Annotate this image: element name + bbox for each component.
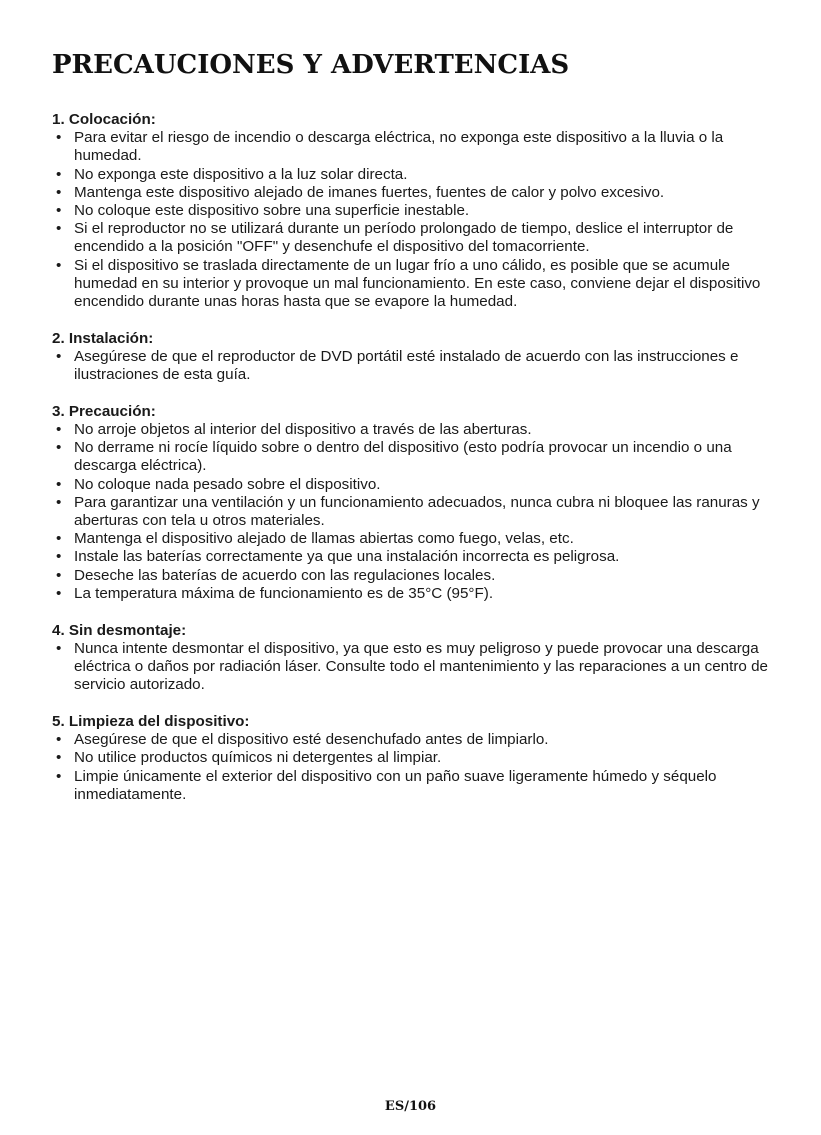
list-item: • Asegúrese de que el reproductor de DVD portátil esté instalado de acuerdo con las instrucciones e ilustraciones de esta guía. bbox=[52, 348, 772, 384]
list-item: • Para garantizar una ventilación y un funcionamiento adecuados, nunca cubra ni bloquee las ranuras y aberturas con tela u otros materiales. bbox=[52, 494, 772, 530]
section-placement bbox=[52, 111, 772, 311]
list-item: • Si el reproductor no se utilizará durante un período prolongado de tiempo, deslice el interruptor de encendido a la posición "OFF" y desenchufe el dispositivo del tomacorriente. bbox=[52, 220, 772, 256]
section-heading: 3. Precaución: bbox=[52, 402, 156, 420]
bullet-list bbox=[52, 129, 772, 311]
bullet-list bbox=[52, 731, 772, 804]
list-item: • Deseche las baterías de acuerdo con las regulaciones locales. bbox=[52, 567, 772, 585]
section-heading: 5. Limpieza del dispositivo: bbox=[52, 712, 250, 730]
list-item: • Mantenga el dispositivo alejado de llamas abiertas como fuego, velas, etc. bbox=[52, 530, 772, 548]
section-heading: 2. Instalación: bbox=[52, 329, 154, 347]
section-heading: 1. Colocación: bbox=[52, 111, 156, 128]
list-item: • Mantenga este dispositivo alejado de imanes fuertes, fuentes de calor y polvo excesivo. bbox=[52, 184, 772, 202]
bullet-list bbox=[52, 348, 772, 384]
precautions-content bbox=[52, 111, 772, 822]
list-item: • No exponga este dispositivo a la luz solar directa. bbox=[52, 166, 772, 184]
section-cleaning bbox=[52, 713, 772, 804]
section-heading: 4. Sin desmontaje: bbox=[52, 621, 187, 639]
page-title: PRECAUCIONES Y ADVERTENCIAS bbox=[52, 50, 570, 80]
list-item: • Instale las baterías correctamente ya que una instalación incorrecta es peligrosa. bbox=[52, 548, 772, 566]
list-item: • Para evitar el riesgo de incendio o descarga eléctrica, no exponga este dispositivo a la lluvia o la humedad. bbox=[52, 129, 772, 165]
list-item: • Si el dispositivo se traslada directamente de un lugar frío a uno cálido, es posible que se acumule humedad en su interior y provoque un mal funcionamiento. En este caso, conviene dejar el dispositivo encendido durante unas horas hasta que se evapore la humedad. bbox=[52, 257, 772, 312]
list-item: • Limpie únicamente el exterior del dispositivo con un paño suave ligeramente húmedo y séquelo inmediatamente. bbox=[52, 768, 772, 804]
list-item: • No utilice productos químicos ni detergentes al limpiar. bbox=[52, 749, 772, 767]
section-installation bbox=[52, 330, 772, 385]
list-item: • No coloque nada pesado sobre el dispositivo. bbox=[52, 476, 772, 494]
section-no-disassembly bbox=[52, 622, 772, 695]
page-number: ES/106 bbox=[384, 1099, 437, 1114]
list-item: • Nunca intente desmontar el dispositivo, ya que esto es muy peligroso y puede provocar una descarga eléctrica o daños por radiación láser. Consulte todo el mantenimiento y las reparaciones a un centro de servicio autorizado. bbox=[52, 640, 772, 695]
list-item: • Asegúrese de que el dispositivo esté desenchufado antes de limpiarlo. bbox=[52, 731, 772, 749]
list-item: • No coloque este dispositivo sobre una superficie inestable. bbox=[52, 202, 772, 220]
list-item: • No arroje objetos al interior del dispositivo a través de las aberturas. bbox=[52, 421, 772, 439]
section-caution bbox=[52, 403, 772, 603]
list-item: • La temperatura máxima de funcionamiento es de 35°C (95°F). bbox=[52, 585, 772, 603]
bullet-list bbox=[52, 421, 772, 603]
bullet-list bbox=[52, 640, 772, 695]
list-item: • No derrame ni rocíe líquido sobre o dentro del dispositivo (esto podría provocar un incendio o una descarga eléctrica). bbox=[52, 439, 772, 475]
